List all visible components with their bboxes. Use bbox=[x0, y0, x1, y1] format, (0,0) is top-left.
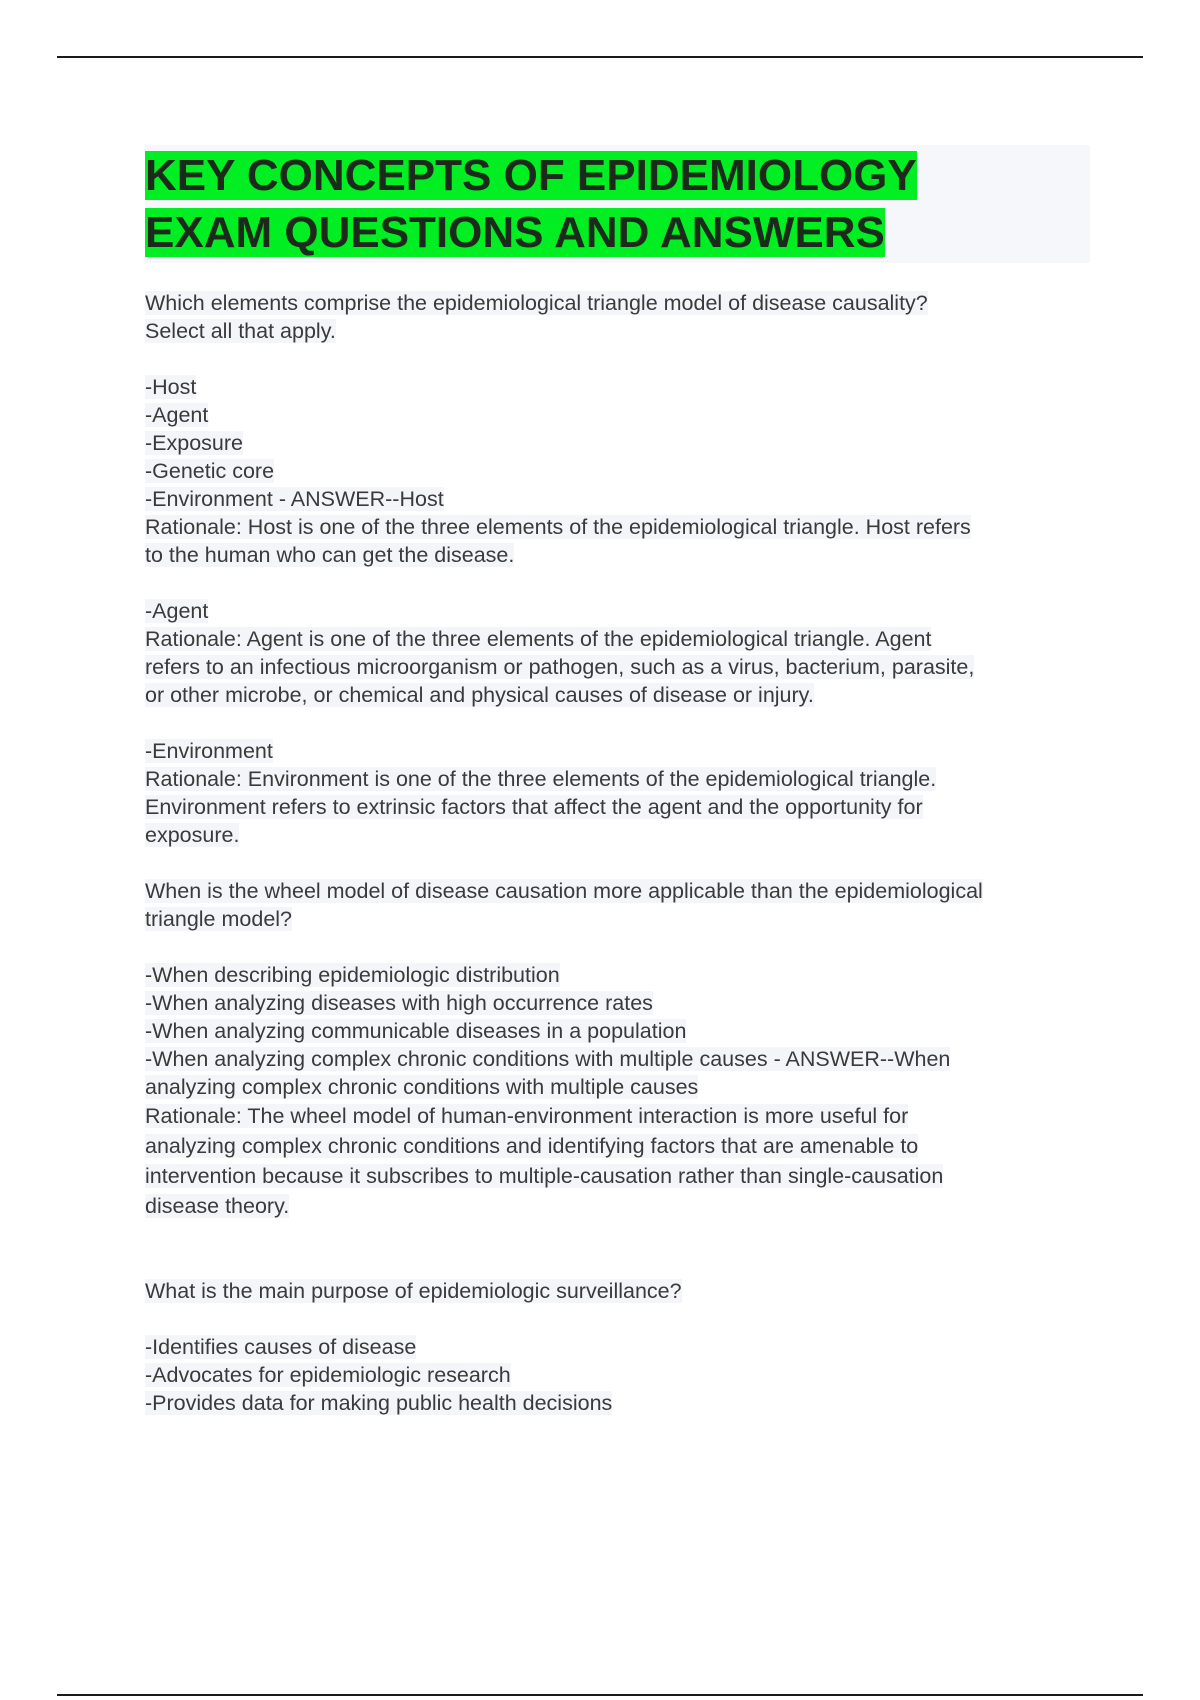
rationale-text: Rationale: The wheel model of human-environment interaction is more useful for bbox=[145, 1104, 909, 1128]
rationale-text: to the human who can get the disease. bbox=[145, 543, 515, 567]
option-item: analyzing complex chronic conditions with multiple causes bbox=[145, 1075, 699, 1099]
question-text: Which elements comprise the epidemiological triangle model of disease causality? bbox=[145, 291, 928, 315]
rationale-text: exposure. bbox=[145, 823, 240, 847]
rationale-text: Rationale: Agent is one of the three elements of the epidemiological triangle. Agent bbox=[145, 627, 932, 651]
rationale-text: Environment refers to extrinsic factors that affect the agent and the opportunity for bbox=[145, 795, 923, 819]
option-item: -Genetic core bbox=[145, 459, 275, 483]
top-divider bbox=[57, 56, 1143, 58]
question-text: triangle model? bbox=[145, 907, 293, 931]
option-item: -When analyzing diseases with high occurrence rates bbox=[145, 991, 653, 1015]
option-item: -When analyzing communicable diseases in a population bbox=[145, 1019, 687, 1043]
title-line-1: KEY CONCEPTS OF EPIDEMIOLOGY bbox=[145, 151, 917, 200]
question-text: What is the main purpose of epidemiologic surveillance? bbox=[145, 1279, 682, 1303]
rationale-text: disease theory. bbox=[145, 1194, 290, 1218]
document-title-block bbox=[145, 145, 1090, 263]
bottom-divider bbox=[57, 1694, 1143, 1696]
option-item: -Advocates for epidemiologic research bbox=[145, 1363, 511, 1387]
option-item: -Provides data for making public health decisions bbox=[145, 1391, 613, 1415]
option-item: -Host bbox=[145, 375, 197, 399]
rationale-text: or other microbe, or chemical and physical causes of disease or injury. bbox=[145, 683, 814, 707]
option-item: -When analyzing complex chronic conditions with multiple causes - ANSWER--When bbox=[145, 1047, 951, 1071]
document-title bbox=[145, 147, 1090, 261]
option-item: -Identifies causes of disease bbox=[145, 1335, 417, 1359]
question-2 bbox=[145, 877, 1090, 1221]
title-line-2: EXAM QUESTIONS AND ANSWERS bbox=[145, 208, 885, 257]
answer-item: -Environment bbox=[145, 739, 273, 763]
rationale-text: Rationale: Host is one of the three elements of the epidemiological triangle. Host refers bbox=[145, 515, 971, 539]
document-body bbox=[145, 145, 1090, 1417]
answer-item: -Agent bbox=[145, 599, 209, 623]
question-1 bbox=[145, 289, 1090, 849]
rationale-text: Rationale: Environment is one of the three elements of the epidemiological triangle. bbox=[145, 767, 937, 791]
question-text: When is the wheel model of disease causation more applicable than the epidemiological bbox=[145, 879, 983, 903]
rationale-text: refers to an infectious microorganism or pathogen, such as a virus, bacterium, parasite, bbox=[145, 655, 975, 679]
rationale-text: intervention because it subscribes to multiple-causation rather than single-causation bbox=[145, 1164, 944, 1188]
option-item: -Environment - ANSWER--Host bbox=[145, 487, 444, 511]
question-text: Select all that apply. bbox=[145, 319, 336, 343]
rationale-text: analyzing complex chronic conditions and identifying factors that are amenable to bbox=[145, 1134, 919, 1158]
option-item: -When describing epidemiologic distribution bbox=[145, 963, 560, 987]
question-3 bbox=[145, 1277, 1090, 1417]
option-item: -Agent bbox=[145, 403, 209, 427]
option-item: -Exposure bbox=[145, 431, 243, 455]
